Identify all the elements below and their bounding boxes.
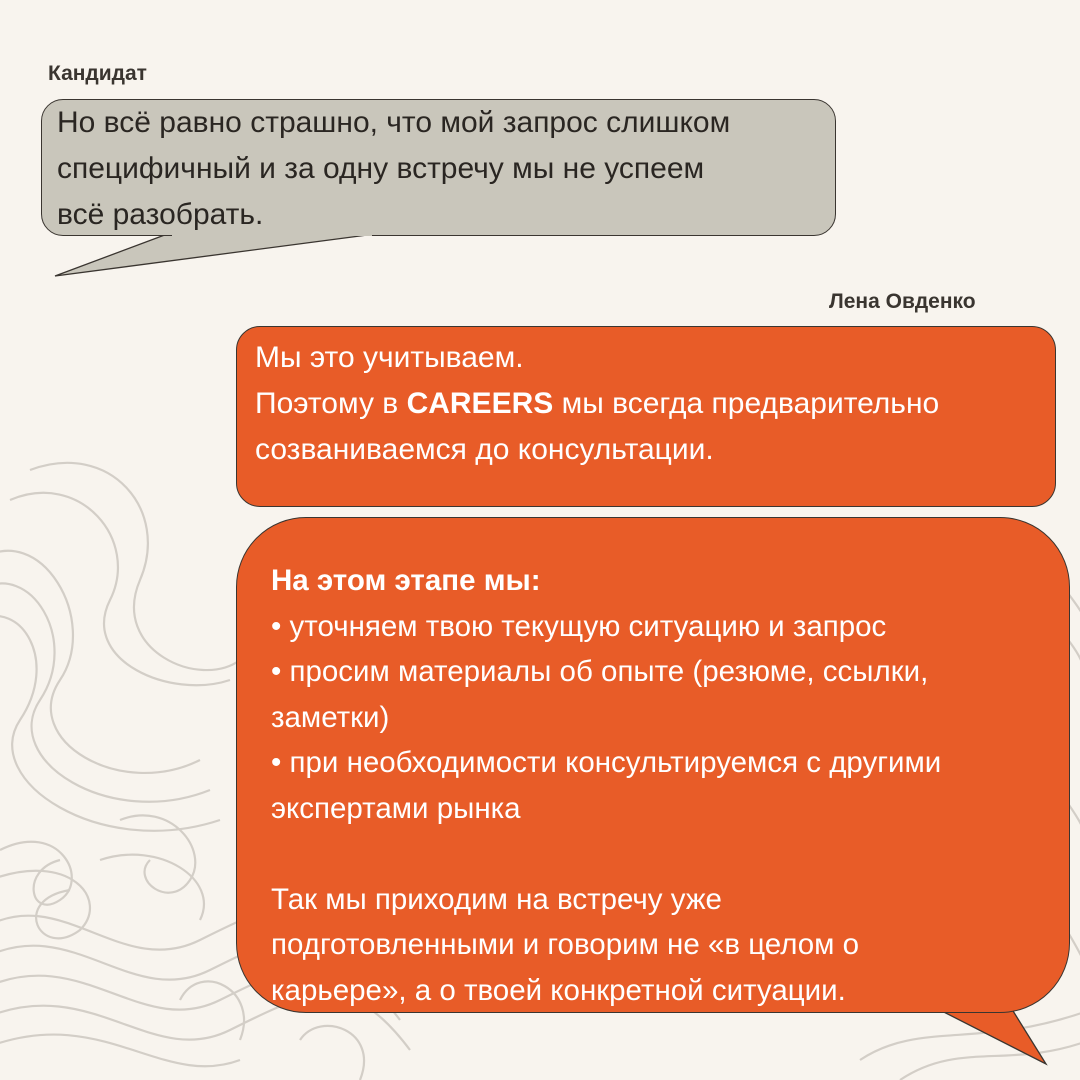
closing-line-2: подготовленными и говорим не «в целом о [271,928,860,961]
bullet-item-3-continued: экспертами рынка [271,791,521,825]
candidate-line-3: всё разобрать. [57,198,264,231]
expert-message-1-line-1: Мы это учитываем. [255,341,524,374]
expert-message-2-heading: На этом этапе мы: [271,564,541,597]
expert-message-bubble-2 [236,517,1070,1013]
bullet-item-1: • уточняем твою текущую ситуацию и запрос [271,609,887,643]
candidate-sender-label: Кандидат [48,62,147,85]
closing-line-1: Так мы приходим на встречу уже [271,882,722,916]
careers-brand-name: CAREERS [406,387,554,420]
expert-message-1-line-2-suffix: мы всегда предварительно [553,387,940,420]
bullet-item-3: • при необходимости консультируемся с другими [271,746,942,779]
candidate-line-2: специфичный и за одну встречу мы не успеем [57,152,705,185]
bullet-item-2-continued: заметки) [271,700,390,734]
expert-message-1-line-3: созваниваемся до консультации. [255,433,714,466]
closing-line-3: карьере», а о твоей конкретной ситуации. [271,973,846,1007]
paragraph-spacer [271,831,941,877]
expert-sender-label: Лена Овденко [829,290,976,313]
expert-message-1-line-2-prefix: Поэтому в [255,387,407,420]
expert-message-2-text [271,558,941,1013]
bullet-item-2: • просим материалы об опыте (резюме, ссылки, [271,655,929,688]
candidate-line-1: Но всё равно страшно, что мой запрос слишком [57,106,731,139]
expert-tail-joint [935,990,997,1012]
